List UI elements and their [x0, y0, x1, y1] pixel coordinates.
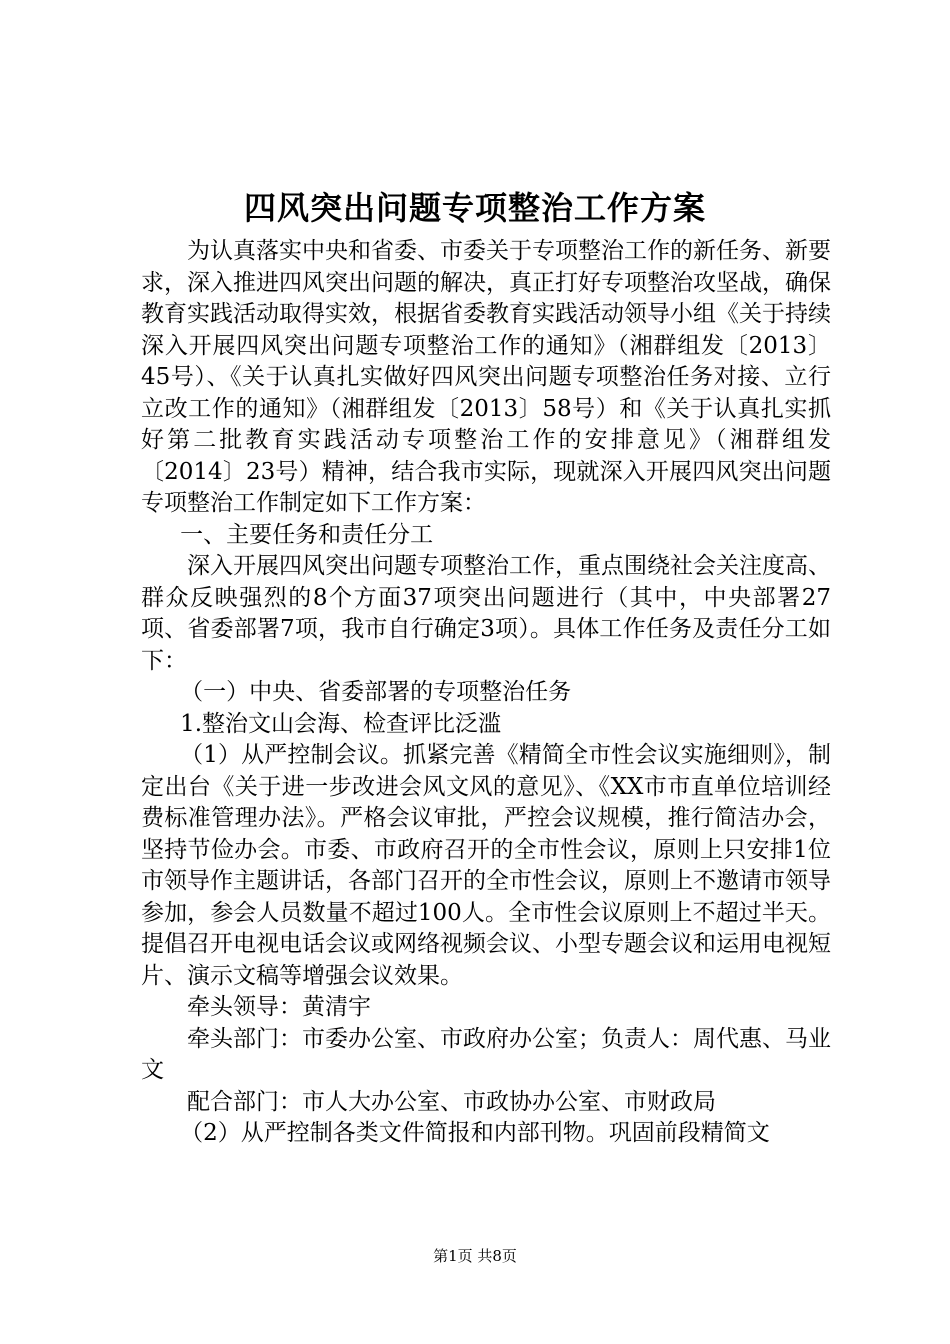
item-heading-meetings: 1.整治文山会海、检查评比泛滥	[180, 710, 502, 737]
subsection-heading-central-tasks: （一）中央、省委部署的专项整治任务	[180, 679, 572, 705]
document-body	[141, 236, 831, 1150]
page-footer: 第1页 共8页	[433, 1247, 517, 1265]
lead-department-line: 牵头部门：市委办公室、市政府办公室；负责人：周代惠、马业文	[141, 1025, 831, 1083]
paragraph-intro: 为认真落实中央和省委、市委关于专项整治工作的新任务、新要求，深入推进四风突出问题的解决，真正打好专项整治攻坚战，确保教育实践活动取得实效，根据省委教育实践活动领导小组《关于持续深入开展四风突出问题专项整治工作的通知》（湘群组发〔2013〕45号）、《关于认真扎实做好四风突出问题专项整治任务对接、立行立改工作的通知》（湘群组发〔2013〕58号）和《关于认真扎实抓好第二批教育实践活动专项整治工作的安排意见》（湘群组发〔2014〕23号）精神，结合我市实际，现就深入开展四风突出问题专项整治工作制定如下工作方案：	[141, 238, 831, 516]
paragraph-main-tasks: 深入开展四风突出问题专项整治工作，重点围绕社会关注度高、群众反映强烈的8个方面37项突出问题进行（其中，中央部署27项、省委部署7项，我市自行确定3项）。具体工作任务及责任分工如下：	[141, 553, 831, 674]
paragraph-control-documents: （2）从严控制各类文件简报和内部刊物。巩固前段精简文	[180, 1120, 770, 1146]
section-heading-main-tasks: 一、主要任务和责任分工	[180, 521, 434, 548]
cooperating-department-line: 配合部门：市人大办公室、市政协办公室、市财政局	[187, 1088, 716, 1115]
lead-leader-line: 牵头领导：黄清宇	[187, 994, 371, 1020]
document-title: 四风突出问题专项整治工作方案	[243, 189, 706, 227]
paragraph-control-meetings: （1）从严控制会议。抓紧完善《精简全市性会议实施细则》，制定出台《关于进一步改进会风文风的意见》、《XX市市直单位培训经费标准管理办法》。严格会议审批，严控会议规模，推行简洁办会，坚持节俭办会。市委、市政府召开的全市性会议，原则上只安排1位市领导作主题讲话，各部门召开的全市性会议，原则上不邀请市领导参加，参会人员数量不超过100人。全市性会议原则上不超过半天。提倡召开电视电话会议或网络视频会议、小型专题会议和运用电视短片、演示文稿等增强会议效果。	[141, 742, 831, 989]
